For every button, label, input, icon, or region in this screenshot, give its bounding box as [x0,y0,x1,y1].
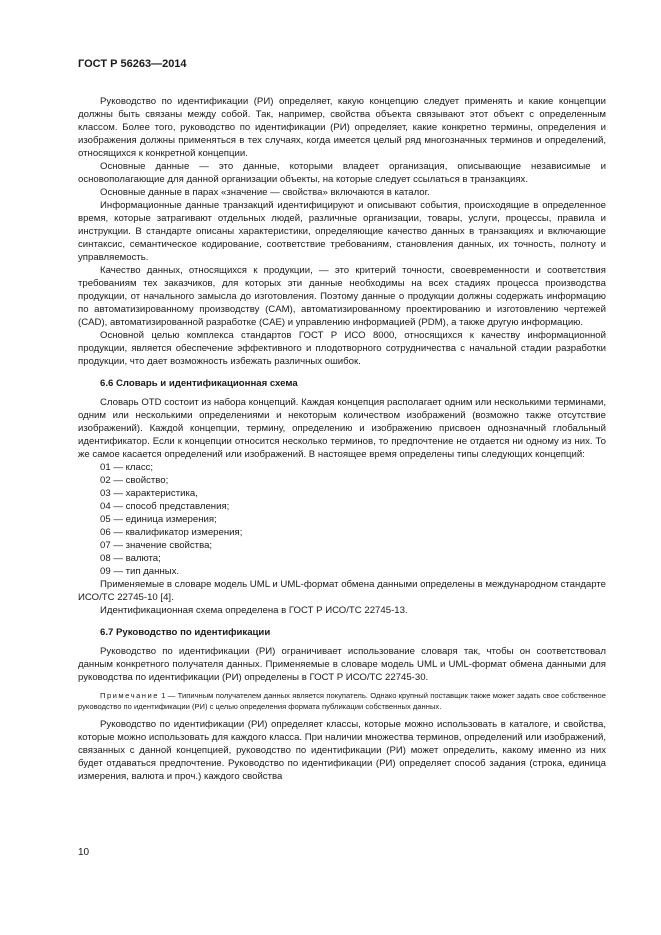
paragraph: Руководство по идентификации (РИ) определяет, какую концепцию следует применять и какие концепции должны быть связаны между собой. Так, например, свойства объекта связывают этот объект с определенным классом. Более того, руководство по идентификации (РИ) определяет, какие конкретно термины, определения и изображения должны применяться в тех случаях, когда имеется целый ряд многозначных терминов и определений, относящихся к конкретной концепции. [78,96,606,159]
list-item: 02 — свойство; [100,475,169,486]
paragraph: Основной целью комплекса стандартов ГОСТ Р ИСО 8000, относящихся к качеству информационной продукции, является обеспечение эффективного и плодотворного сотрудничества с начальной стадии разработки продукции, что дает возможность избежать различных ошибок. [78,330,606,367]
note [78,690,606,712]
document-body [78,95,606,783]
paragraph: Идентификационная схема определена в ГОСТ Р ИСО/ТС 22745-13. [100,605,408,616]
paragraph: Качество данных, относящихся к продукции, — это критерий точности, своевременности и соответствия требованиям тех заказчиков, для которых эти данные необходимы на всех стадиях процесса производства продукции, от начального замысла до изготовления. Поэтому данные о продукции должны содержать информацию по автоматизированному производству (CAM), автоматизированному проектированию и изготовлению чертежей (CAD), автоматизированной разработке (CAE) и управлению информацией (PDM), а также другую информацию. [78,265,606,328]
page-number: 10 [78,847,90,858]
paragraph: Словарь OTD состоит из набора концепций. Каждая концепция располагает одним или несколькими терминами, одним или несколькими определениями и некоторым количеством изображений (возможно также отсутствие изображений). Каждой концепции, термину, определению и изображению присвоен однозначный глобальный идентификатор. Если к концепции относится несколько терминов, то предпочтение не отдается ни одному из них. То же самое касается определений или изображений. В настоящее время определены типы следующих концепций: [78,397,606,460]
paragraph: Информационные данные транзакций идентифицируют и описывают события, происходящие в определенное время, которые затрагивают отдельных людей, различные организации, товары, услуги, процессы, правила и инструкции. В стандарте описаны характеристики, определяющие качество данных в транзакциях и включающие синтаксис, семантическое кодирование, соответствие требованиям, становления данных, их точность, полноту и управляемость. [78,200,606,263]
note-label: Примечание [100,691,159,700]
list-item: 09 — тип данных. [100,566,180,577]
list-item: 05 — единица измерения; [100,514,217,525]
paragraph: Основные данные в парах «значение — свойства» включаются в каталог. [100,187,430,198]
section-heading-6-6: 6.6 Словарь и идентификационная схема [100,378,298,389]
list-item: 03 — характеристика, [100,488,198,499]
list-item: 04 — способ представления; [100,501,230,512]
paragraph: Основные данные — это данные, которыми владеет организация, описывающие независимые и основополагающие для данной организации объекты, на которые следует ссылаться в транзакциях. [78,161,606,185]
paragraph: Руководство по идентификации (РИ) определяет классы, которые можно использовать в каталоге, и свойства, которые можно использовать для каждого класса. При наличии множества терминов, определений или изображений, связанных с данной концепцией, руководство по идентификации (РИ) может определить, какому именно из них будет отдаваться предпочтение. Руководство по идентификации (РИ) определяет способ задания (строка, единица измерения, валюта и проч.) каждого свойства [78,719,606,782]
paragraph: Руководство по идентификации (РИ) ограничивает использование словаря так, чтобы он соответствовал данным конкретного получателя данных. Применяемые в словаре модель UML и UML-формат обмена данными для руководства по идентификации (РИ) определены в ГОСТ Р ИСО/ТС 22745-30. [78,646,606,683]
document-header: ГОСТ Р 56263—2014 [78,58,187,70]
concept-type-list [78,461,606,578]
list-item: 07 — значение свойства; [100,540,213,551]
list-item: 01 — класс; [100,462,154,473]
section-heading-6-7: 6.7 Руководство по идентификации [100,627,271,638]
list-item: 06 — квалификатор измерения; [100,527,243,538]
paragraph: Применяемые в словаре модель UML и UML-формат обмена данными определены в международном стандарте ИСО/ТС 22745-10 [4]. [78,579,606,603]
list-item: 08 — валюта; [100,553,161,564]
note-text: 1 — Типичным получателем данных является покупатель. Однако крупный поставщик также может задать свое собственное руководство по идентификации (РИ) с целью определения формата публикации собственных данных. [78,691,606,711]
